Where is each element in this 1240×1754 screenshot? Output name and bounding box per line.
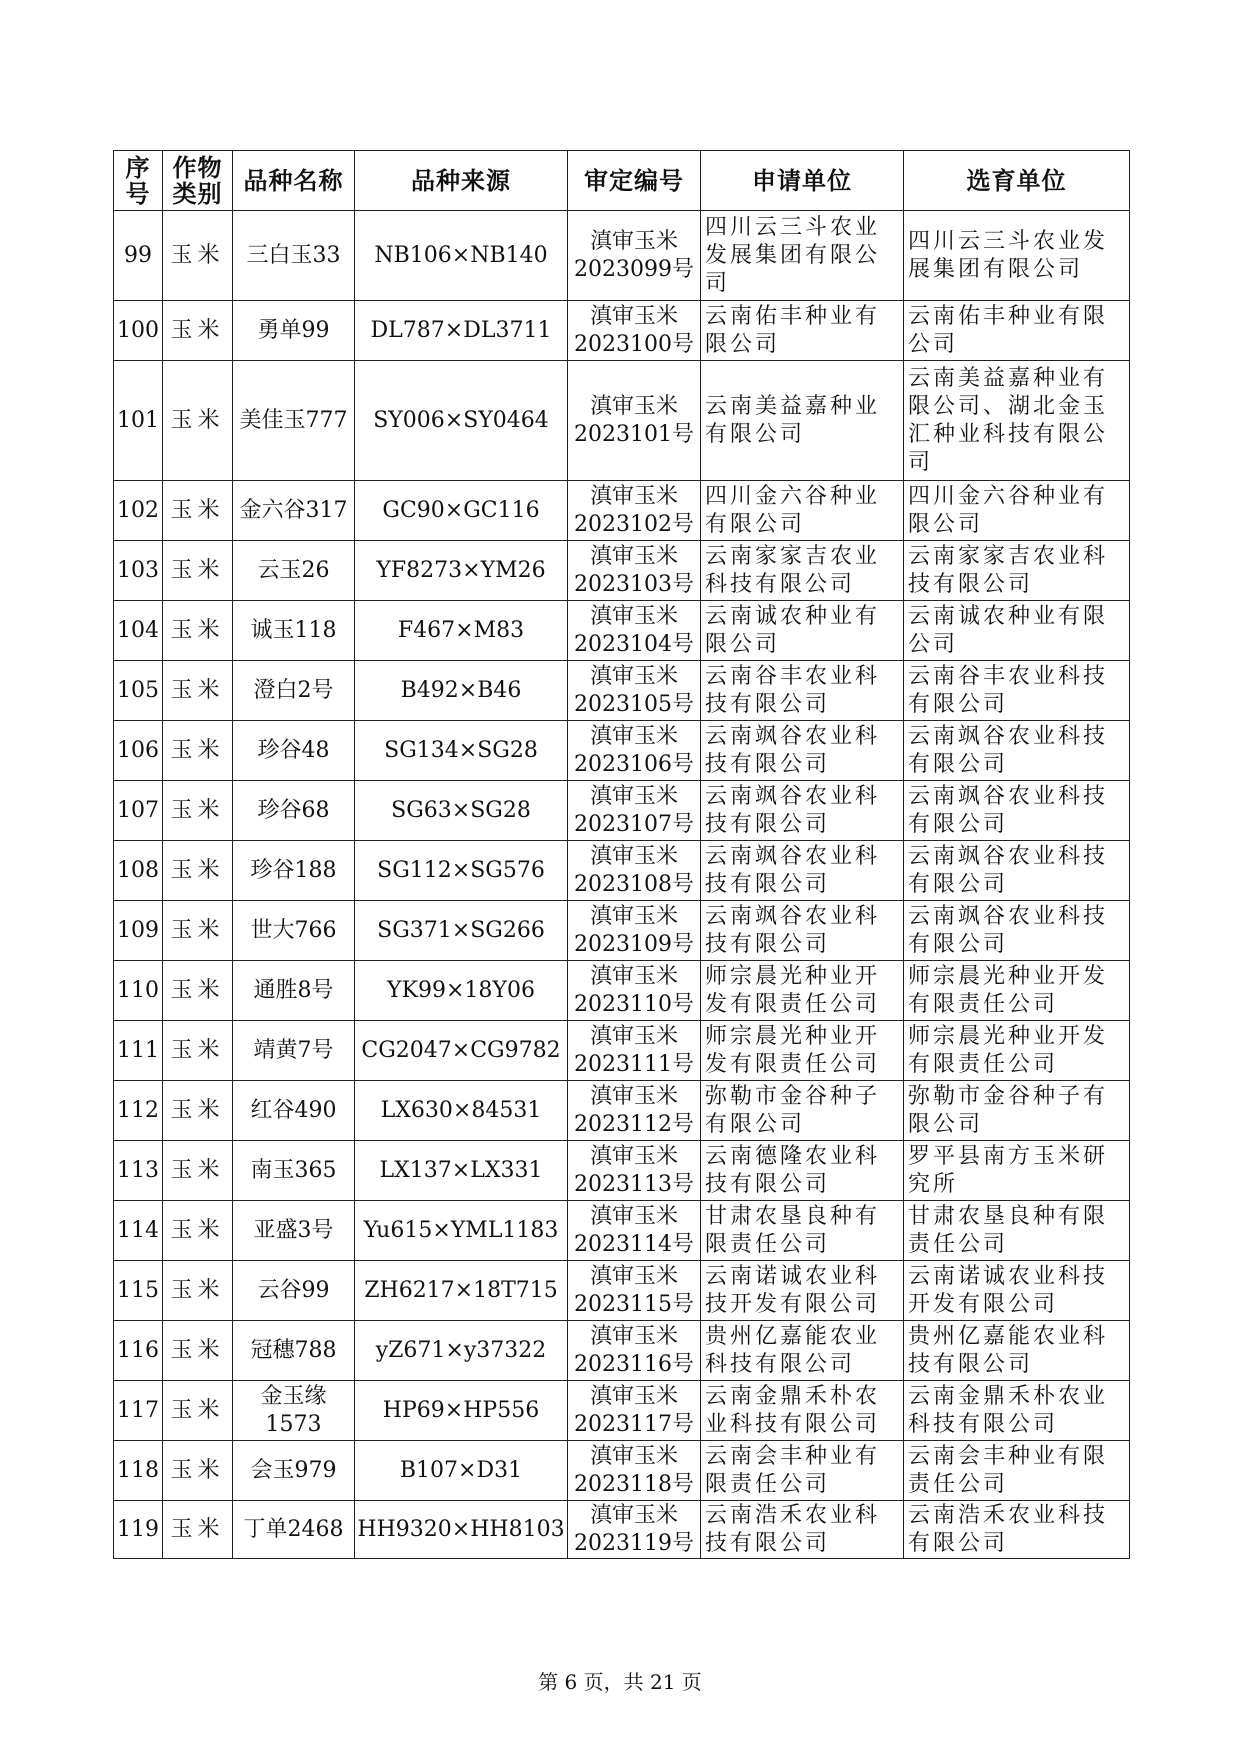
cell-source: YF8273×YM26 [355,541,568,601]
cell-source: B492×B46 [355,661,568,721]
cell-variety: 世大766 [233,901,355,961]
cell-breeder: 贵州亿嘉能农业科技有限公司 [904,1321,1130,1381]
cell-crop: 玉米 [163,361,233,481]
cell-applicant: 云南佑丰种业有限公司 [701,301,904,361]
cell-approval: 滇审玉米2023118号 [568,1441,701,1501]
cell-variety: 南玉365 [233,1141,355,1201]
cell-applicant: 贵州亿嘉能农业科技有限公司 [701,1321,904,1381]
cell-breeder: 云南飒谷农业科技有限公司 [904,841,1130,901]
cell-variety: 珍谷48 [233,721,355,781]
table-row [114,1201,1130,1261]
cell-applicant: 云南诚农种业有限公司 [701,601,904,661]
cell-variety: 云谷99 [233,1261,355,1321]
cell-applicant: 云南谷丰农业科技有限公司 [701,661,904,721]
cell-crop: 玉米 [163,961,233,1021]
table-row [114,661,1130,721]
cell-variety: 通胜8号 [233,961,355,1021]
cell-applicant: 云南浩禾农业科技有限公司 [701,1501,904,1559]
cell-source: HP69×HP556 [355,1381,568,1441]
cell-variety: 云玉26 [233,541,355,601]
cell-approval: 滇审玉米2023100号 [568,301,701,361]
cell-approval: 滇审玉米2023115号 [568,1261,701,1321]
cell-applicant: 云南金鼎禾朴农业科技有限公司 [701,1381,904,1441]
cell-seq: 100 [114,301,163,361]
cell-crop: 玉米 [163,1141,233,1201]
cell-source: yZ671×y37322 [355,1321,568,1381]
cell-approval: 滇审玉米2023101号 [568,361,701,481]
cell-source: HH9320×HH8103 [355,1501,568,1559]
cell-applicant: 师宗晨光种业开发有限责任公司 [701,961,904,1021]
cell-variety: 美佳玉777 [233,361,355,481]
cell-seq: 104 [114,601,163,661]
cell-breeder: 师宗晨光种业开发有限责任公司 [904,1021,1130,1081]
cell-breeder: 师宗晨光种业开发有限责任公司 [904,961,1130,1021]
cell-variety: 丁单2468 [233,1501,355,1559]
cell-source: CG2047×CG9782 [355,1021,568,1081]
cell-applicant: 四川云三斗农业发展集团有限公司 [701,211,904,301]
cell-seq: 119 [114,1501,163,1559]
cell-crop: 玉米 [163,781,233,841]
cell-source: B107×D31 [355,1441,568,1501]
table-row [114,1081,1130,1141]
cell-source: LX137×LX331 [355,1141,568,1201]
cell-breeder: 弥勒市金谷种子有限公司 [904,1081,1130,1141]
cell-approval: 滇审玉米2023103号 [568,541,701,601]
cell-crop: 玉米 [163,721,233,781]
table-row [114,781,1130,841]
cell-seq: 112 [114,1081,163,1141]
cell-breeder: 云南诺诚农业科技开发有限公司 [904,1261,1130,1321]
cell-approval: 滇审玉米2023112号 [568,1081,701,1141]
cell-applicant: 云南美益嘉种业有限公司 [701,361,904,481]
varieties-table [113,150,1130,1559]
cell-approval: 滇审玉米2023116号 [568,1321,701,1381]
cell-breeder: 云南飒谷农业科技有限公司 [904,781,1130,841]
cell-applicant: 云南家家吉农业科技有限公司 [701,541,904,601]
cell-source: DL787×DL3711 [355,301,568,361]
cell-crop: 玉米 [163,1261,233,1321]
table-row [114,1381,1130,1441]
cell-crop: 玉米 [163,1201,233,1261]
header-applicant: 申请单位 [701,151,904,211]
header-breeder: 选育单位 [904,151,1130,211]
cell-applicant: 云南德隆农业科技有限公司 [701,1141,904,1201]
table-row [114,601,1130,661]
cell-approval: 滇审玉米2023111号 [568,1021,701,1081]
cell-applicant: 云南飒谷农业科技有限公司 [701,781,904,841]
cell-seq: 113 [114,1141,163,1201]
cell-variety: 勇单99 [233,301,355,361]
table-row [114,1321,1130,1381]
cell-crop: 玉米 [163,661,233,721]
cell-approval: 滇审玉米2023114号 [568,1201,701,1261]
cell-approval: 滇审玉米2023105号 [568,661,701,721]
cell-breeder: 云南谷丰农业科技有限公司 [904,661,1130,721]
table-row [114,721,1130,781]
cell-crop: 玉米 [163,841,233,901]
cell-approval: 滇审玉米2023119号 [568,1501,701,1559]
table-row [114,1261,1130,1321]
cell-crop: 玉米 [163,1441,233,1501]
table-row [114,301,1130,361]
cell-seq: 107 [114,781,163,841]
cell-breeder: 云南会丰种业有限责任公司 [904,1441,1130,1501]
cell-source: YK99×18Y06 [355,961,568,1021]
cell-source: NB106×NB140 [355,211,568,301]
cell-source: LX630×84531 [355,1081,568,1141]
table-row [114,841,1130,901]
cell-variety: 诚玉118 [233,601,355,661]
cell-breeder: 甘肃农垦良种有限责任公司 [904,1201,1130,1261]
cell-applicant: 云南飒谷农业科技有限公司 [701,721,904,781]
cell-approval: 滇审玉米2023108号 [568,841,701,901]
table-row [114,211,1130,301]
cell-crop: 玉米 [163,1381,233,1441]
cell-variety: 珍谷68 [233,781,355,841]
cell-crop: 玉米 [163,481,233,541]
cell-approval: 滇审玉米2023099号 [568,211,701,301]
cell-crop: 玉米 [163,1081,233,1141]
cell-applicant: 云南诺诚农业科技开发有限公司 [701,1261,904,1321]
cell-seq: 102 [114,481,163,541]
cell-variety: 金玉缘1573 [233,1381,355,1441]
cell-approval: 滇审玉米2023102号 [568,481,701,541]
table-body [114,211,1130,1559]
cell-breeder: 云南家家吉农业科技有限公司 [904,541,1130,601]
cell-breeder: 四川云三斗农业发展集团有限公司 [904,211,1130,301]
cell-breeder: 云南诚农种业有限公司 [904,601,1130,661]
table-row [114,361,1130,481]
cell-approval: 滇审玉米2023109号 [568,901,701,961]
cell-crop: 玉米 [163,1321,233,1381]
cell-breeder: 云南浩禾农业科技有限公司 [904,1501,1130,1559]
table-row [114,1441,1130,1501]
cell-applicant: 云南飒谷农业科技有限公司 [701,841,904,901]
table-row [114,1021,1130,1081]
cell-variety: 冠穗788 [233,1321,355,1381]
cell-seq: 103 [114,541,163,601]
cell-variety: 澄白2号 [233,661,355,721]
cell-applicant: 云南会丰种业有限责任公司 [701,1441,904,1501]
cell-seq: 118 [114,1441,163,1501]
cell-approval: 滇审玉米2023107号 [568,781,701,841]
cell-variety: 亚盛3号 [233,1201,355,1261]
cell-seq: 114 [114,1201,163,1261]
header-approval: 审定编号 [568,151,701,211]
cell-source: SG112×SG576 [355,841,568,901]
cell-breeder: 云南佑丰种业有限公司 [904,301,1130,361]
table-row [114,961,1130,1021]
cell-crop: 玉米 [163,601,233,661]
cell-seq: 108 [114,841,163,901]
cell-variety: 珍谷188 [233,841,355,901]
cell-breeder: 云南飒谷农业科技有限公司 [904,721,1130,781]
header-variety: 品种名称 [233,151,355,211]
table-row [114,481,1130,541]
cell-breeder: 罗平县南方玉米研究所 [904,1141,1130,1201]
cell-breeder: 云南美益嘉种业有限公司、湖北金玉汇种业科技有限公司 [904,361,1130,481]
cell-approval: 滇审玉米2023110号 [568,961,701,1021]
cell-approval: 滇审玉米2023117号 [568,1381,701,1441]
cell-crop: 玉米 [163,211,233,301]
table-header-row [114,151,1130,211]
cell-applicant: 四川金六谷种业有限公司 [701,481,904,541]
header-source: 品种来源 [355,151,568,211]
cell-seq: 105 [114,661,163,721]
page-footer: 第 6 页，共 21 页 [538,1670,702,1694]
header-crop: 作物类别 [163,151,233,211]
table-row [114,1501,1130,1559]
cell-variety: 红谷490 [233,1081,355,1141]
cell-source: SG63×SG28 [355,781,568,841]
cell-seq: 116 [114,1321,163,1381]
cell-seq: 115 [114,1261,163,1321]
cell-crop: 玉米 [163,1021,233,1081]
cell-seq: 109 [114,901,163,961]
cell-seq: 110 [114,961,163,1021]
cell-seq: 111 [114,1021,163,1081]
table-row [114,1141,1130,1201]
cell-crop: 玉米 [163,301,233,361]
cell-source: F467×M83 [355,601,568,661]
cell-applicant: 弥勒市金谷种子有限公司 [701,1081,904,1141]
cell-source: SG134×SG28 [355,721,568,781]
header-seq: 序号 [114,151,163,211]
cell-source: GC90×GC116 [355,481,568,541]
cell-applicant: 师宗晨光种业开发有限责任公司 [701,1021,904,1081]
cell-source: SY006×SY0464 [355,361,568,481]
cell-seq: 117 [114,1381,163,1441]
cell-seq: 101 [114,361,163,481]
cell-applicant: 甘肃农垦良种有限责任公司 [701,1201,904,1261]
cell-approval: 滇审玉米2023113号 [568,1141,701,1201]
cell-variety: 会玉979 [233,1441,355,1501]
cell-variety: 靖黄7号 [233,1021,355,1081]
cell-crop: 玉米 [163,901,233,961]
cell-variety: 金六谷317 [233,481,355,541]
cell-crop: 玉米 [163,1501,233,1559]
table-row [114,901,1130,961]
cell-source: SG371×SG266 [355,901,568,961]
cell-source: ZH6217×18T715 [355,1261,568,1321]
table-row [114,541,1130,601]
cell-seq: 106 [114,721,163,781]
cell-seq: 99 [114,211,163,301]
cell-approval: 滇审玉米2023104号 [568,601,701,661]
cell-breeder: 云南飒谷农业科技有限公司 [904,901,1130,961]
cell-variety: 三白玉33 [233,211,355,301]
cell-source: Yu615×YML1183 [355,1201,568,1261]
cell-approval: 滇审玉米2023106号 [568,721,701,781]
cell-breeder: 云南金鼎禾朴农业科技有限公司 [904,1381,1130,1441]
cell-applicant: 云南飒谷农业科技有限公司 [701,901,904,961]
cell-crop: 玉米 [163,541,233,601]
cell-breeder: 四川金六谷种业有限公司 [904,481,1130,541]
